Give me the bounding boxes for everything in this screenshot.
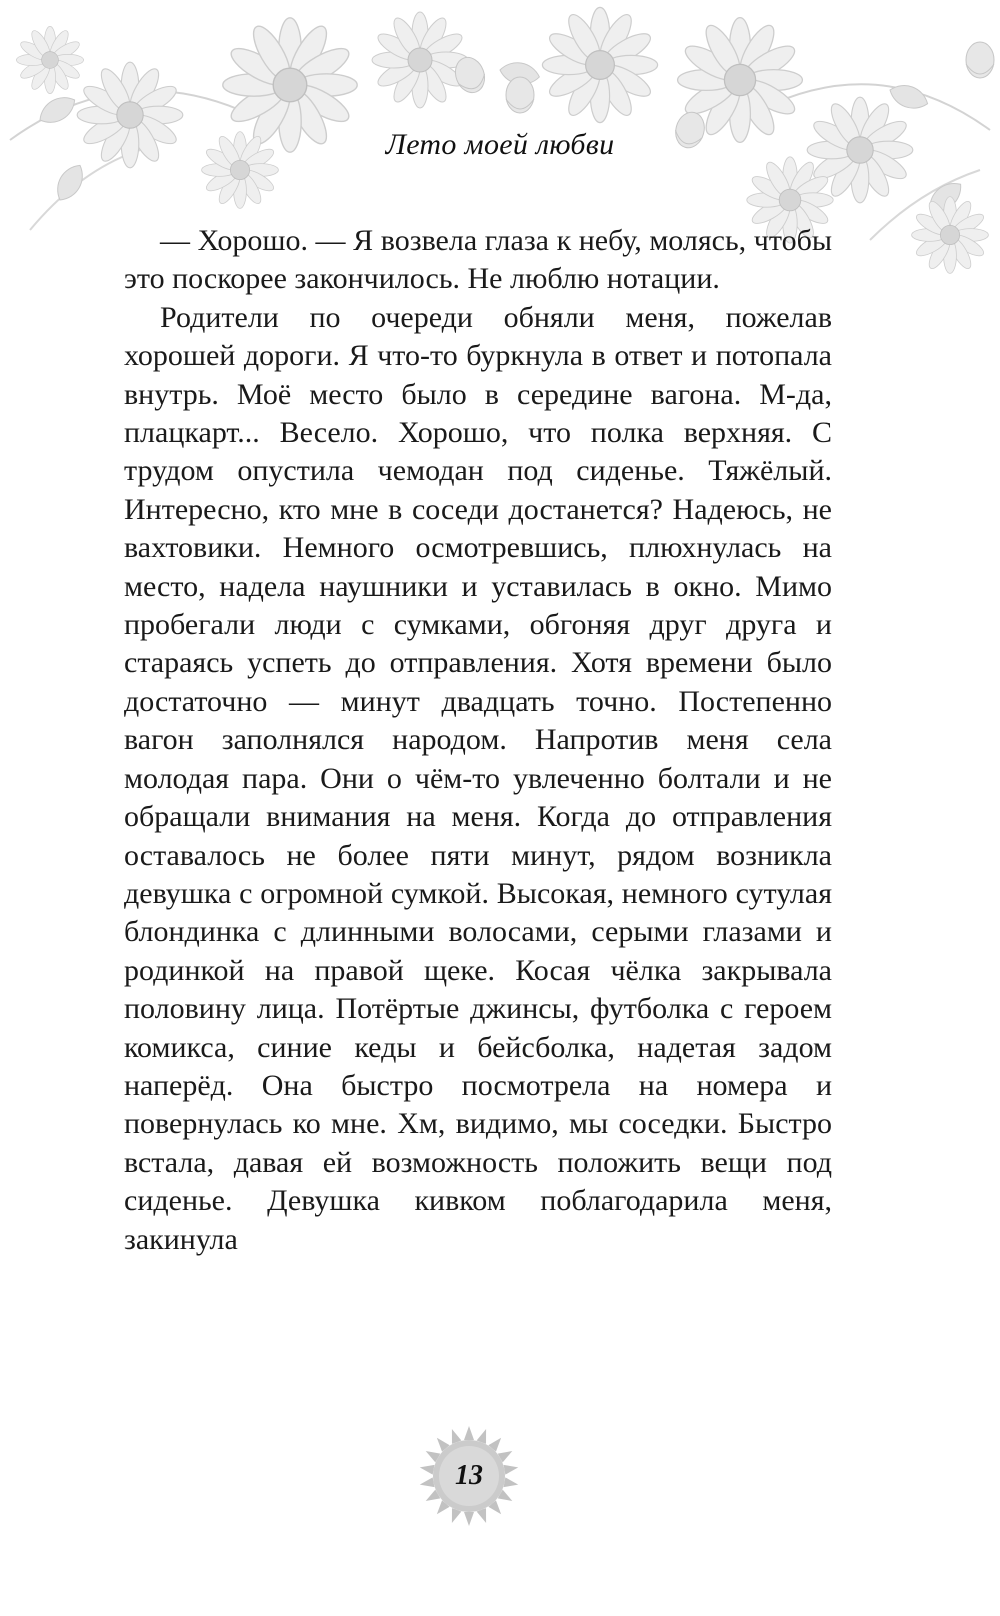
page-number: 13 xyxy=(455,1460,483,1491)
paragraph: — Хорошо. — Я возвела глаза к небу, молясь, чтобы это поскорее закончилось. Не люблю нотации. xyxy=(124,224,832,296)
running-title: Лето моей любви xyxy=(385,128,615,161)
paragraph: Родители по очереди обняли меня, пожелав хорошей дороги. Я что-то буркнула в ответ и потопала внутрь. Моё место было в середине вагона. М-да, плацкарт... Весело. Хорошо, что полка верхняя. С трудом опустила чемодан под сиденье. Тяжёлый. Интересно, кто мне в соседи достанется? Надеюсь, не вахтовики. Немного осмотревшись, плюхнулась на место, надела наушники и уставилась в окно. Мимо пробегали люди с сумками, обгоняя друг друга и стараясь успеть до отправления. Хотя времени было достаточно — минут двадцать точно. Постепенно вагон заполнялся народом. Напротив меня села молодая пара. Они о чём-то увлеченно болтали и не обращали внимания на меня. Когда до отправления оставалось не более пяти минут, рядом возникла девушка с огромной сумкой. Высокая, немного сутулая блондинка с длинными волосами, серыми глазами и родинкой на правой щеке. Косая чёлка закрывала половину лица. Потёртые джинсы, футболка с героем комикса, синие кеды и бейсболка, надетая задом наперёд. Она быстро посмотрела на номера и повернулась ко мне. Хм, видимо, мы соседки. Быстро встала, давая ей возможность положить вещи под сиденье. Девушка кивком поблагодарила меня, закинула xyxy=(124,300,832,1256)
book-text xyxy=(124,222,832,1259)
